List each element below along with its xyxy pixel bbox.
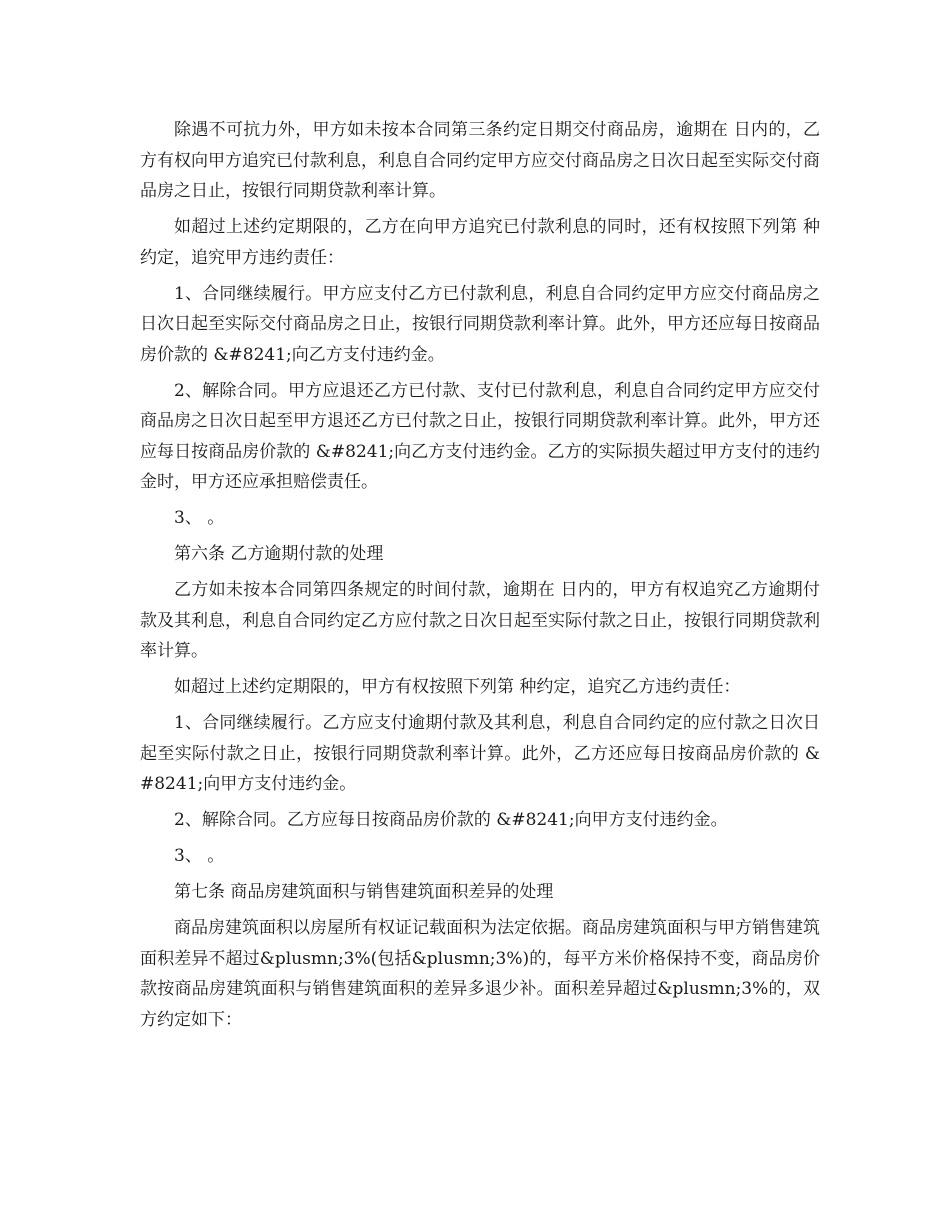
document-body <box>140 115 820 1041</box>
paragraph-seller-option-1: 1、合同继续履行。甲方应支付乙方已付款利息，利息自合同约定甲方应交付商品房之日次日起至实际交付商品房之日止，按银行同期贷款利率计算。此外，甲方还应每日按商品房价款的 &#8241;向乙方支付违约金。 <box>140 283 820 365</box>
paragraph-seller-option-2: 2、解除合同。甲方应退还乙方已付款、支付已付款利息，利息自合同约定甲方应交付商品房之日次日起至甲方退还乙方已付款之日止，按银行同期贷款利率计算。此外，甲方还应每日按商品房价款的 &#8241;向乙方支付违约金。乙方的实际损失超过甲方支付的违约金时，甲方还应承担赔偿责任。 <box>140 380 820 492</box>
paragraph-buyer-option-3: 3、 。 <box>174 846 225 866</box>
paragraph-delivery-delay: 除遇不可抗力外，甲方如未按本合同第三条约定日期交付商品房，逾期在 日内的，乙方有权向甲方追究已付款利息，利息自合同约定甲方应交付商品房之日次日起至实际交付商品房之日止，按银行同期贷款利率计算。 <box>140 120 820 201</box>
paragraph-area-difference: 商品房建筑面积以房屋所有权证记载面积为法定依据。商品房建筑面积与甲方销售建筑面积差异不超过&plusmn;3%(包括&plusmn;3%)的，每平方米价格保持不变，商品房价款按商品房建筑面积与销售建筑面积的差异多退少补。面积差异超过&plusmn;3%的，双方约定如下： <box>140 918 820 1030</box>
paragraph-buyer-option-2: 2、解除合同。乙方应每日按商品房价款的 &#8241;向甲方支付违约金。 <box>174 810 728 830</box>
paragraph-buyer-option-1: 1、合同继续履行。乙方应支付逾期付款及其利息，利息自合同约定的应付款之日次日起至实际付款之日止，按银行同期贷款利率计算。此外，乙方还应每日按商品房价款的 &#8241;向甲方支付违约金。 <box>140 713 820 794</box>
section-heading-article-7: 第七条 商品房建筑面积与销售建筑面积差异的处理 <box>174 882 554 902</box>
paragraph-buyer-late-payment: 乙方如未按本合同第四条规定的时间付款，逾期在 日内的，甲方有权追究乙方逾期付款及其利息，利息自合同约定乙方应付款之日次日起至实际付款之日止，按银行同期贷款利率计算。 <box>140 580 820 661</box>
paragraph-exceed-deadline-seller: 如超过上述约定期限的，乙方在向甲方追究已付款利息的同时，还有权按照下列第 种约定，追究甲方违约责任： <box>140 217 820 268</box>
paragraph-exceed-deadline-buyer: 如超过上述约定期限的，甲方有权按照下列第 种约定，追究乙方违约责任： <box>174 677 741 697</box>
section-heading-article-6: 第六条 乙方逾期付款的处理 <box>174 544 384 564</box>
paragraph-seller-option-3: 3、 。 <box>174 508 225 528</box>
